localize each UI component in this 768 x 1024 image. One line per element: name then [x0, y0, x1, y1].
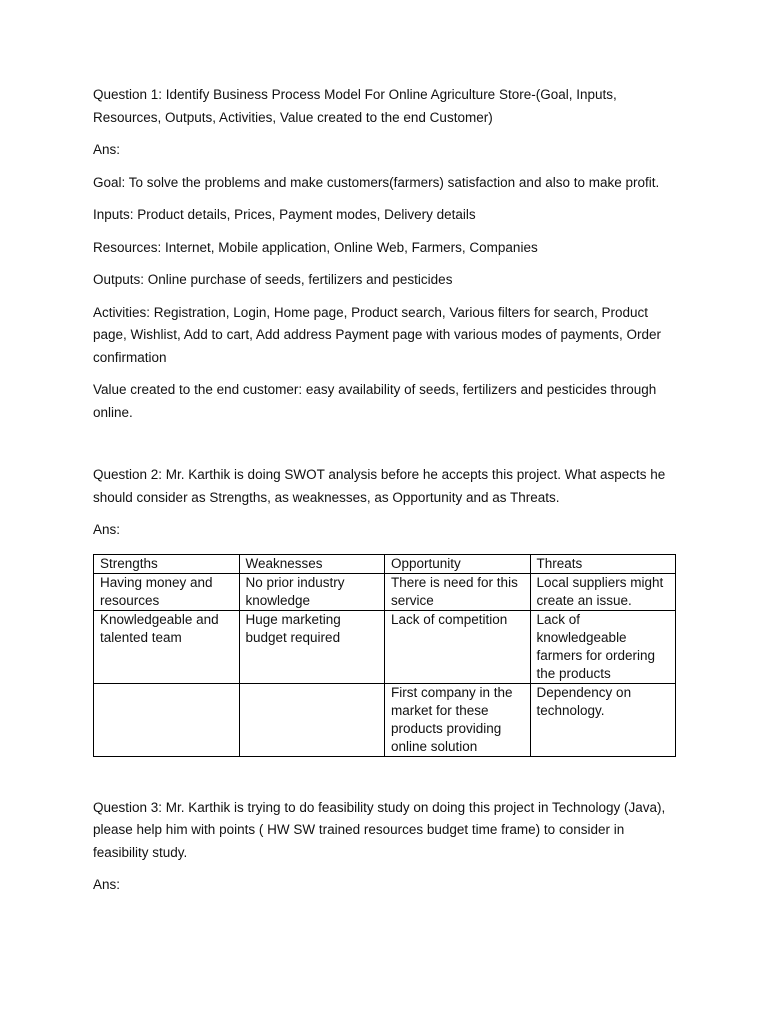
- table-cell: Local suppliers might create an issue.: [530, 573, 676, 610]
- table-row: [94, 573, 676, 610]
- question-2: Question 2: Mr. Karthik is doing SWOT analysis before he accepts this project. What aspects he should consider as Strengths, as weaknesses, as Opportunity and as Threats.: [93, 467, 666, 505]
- table-cell: Having money and resources: [94, 573, 240, 610]
- table-cell: Lack of knowledgeable farmers for ordering the products: [530, 610, 676, 683]
- outputs-text: Outputs: Online purchase of seeds, fertilizers and pesticides: [93, 272, 453, 287]
- document-content: [93, 84, 683, 897]
- question-1: Question 1: Identify Business Process Model For Online Agriculture Store-(Goal, Inputs, Resources, Outputs, Activities, Value created to the end Customer): [93, 87, 617, 125]
- swot-header-row: [94, 554, 676, 573]
- answer-2-label: Ans:: [93, 522, 121, 537]
- table-cell: [94, 683, 240, 756]
- table-cell: First company in the market for these products providing online solution: [385, 683, 531, 756]
- swot-table: [93, 554, 676, 757]
- swot-header-opportunity: Opportunity: [385, 554, 531, 573]
- table-cell: There is need for this service: [385, 573, 531, 610]
- answer-1-label: Ans:: [93, 142, 121, 157]
- table-cell: Dependency on technology.: [530, 683, 676, 756]
- swot-header-weaknesses: Weaknesses: [239, 554, 385, 573]
- inputs-text: Inputs: Product details, Prices, Payment modes, Delivery details: [93, 207, 476, 222]
- table-cell: Huge marketing budget required: [239, 610, 385, 683]
- resources-text: Resources: Internet, Mobile application, Online Web, Farmers, Companies: [93, 239, 538, 255]
- activities-text: Activities: Registration, Login, Home page, Product search, Various filters for search, Product page, Wishlist, Add to cart, Add address Payment page with various modes of payments, Order confirmation: [93, 304, 662, 365]
- table-cell: No prior industry knowledge: [239, 573, 385, 610]
- table-row: [94, 610, 676, 683]
- goal-text: Goal: To solve the problems and make customers(farmers) satisfaction and also to make profit.: [93, 174, 660, 190]
- table-row: [94, 683, 676, 756]
- table-cell: [239, 683, 385, 756]
- answer-3-label: Ans:: [93, 877, 121, 892]
- swot-header-strengths: Strengths: [94, 554, 240, 573]
- question-3: Question 3: Mr. Karthik is trying to do feasibility study on doing this project in Technology (Java), please help him with points ( HW SW trained resources budget time frame) to consider in feasibility study.: [93, 799, 666, 860]
- value-text: Value created to the end customer: easy availability of seeds, fertilizers and pesticides through online.: [93, 382, 657, 420]
- table-cell: Lack of competition: [385, 610, 531, 683]
- swot-header-threats: Threats: [530, 554, 676, 573]
- table-cell: Knowledgeable and talented team: [94, 610, 240, 683]
